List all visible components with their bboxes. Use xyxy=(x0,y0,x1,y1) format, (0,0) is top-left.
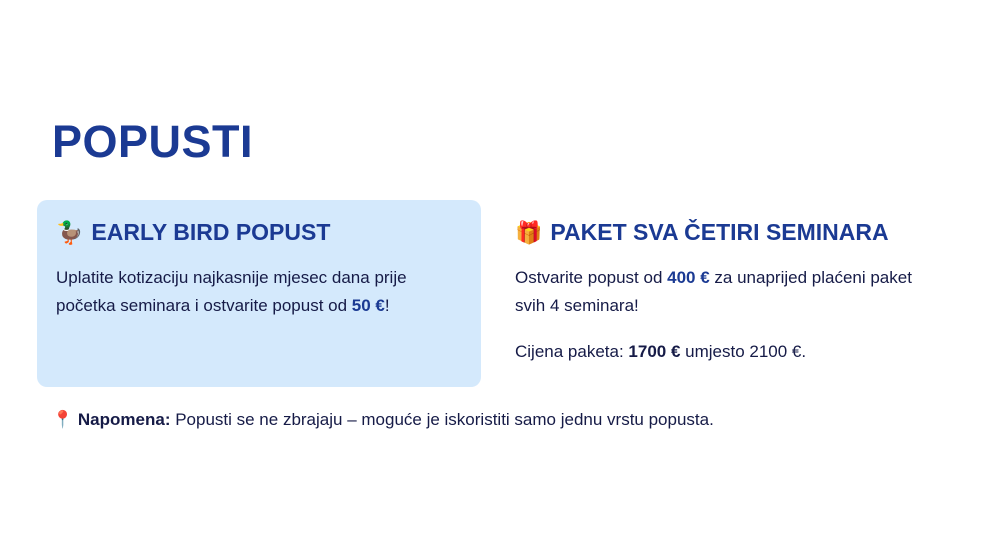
package-text xyxy=(515,264,935,320)
note-text: Popusti se ne zbrajaju – moguće je iskoristiti samo jednu vrstu popusta. xyxy=(170,410,714,429)
note-label: Napomena: xyxy=(77,410,171,429)
duck-icon: 🦆 xyxy=(56,219,84,245)
early-bird-text-body: Uplatite kotizaciju najkasnije mjesec dana prije početka seminara i ostvarite popust od xyxy=(56,268,407,315)
early-bird-text xyxy=(56,264,466,320)
package-heading xyxy=(515,219,935,246)
package-discount-amount: 400 € xyxy=(667,268,710,287)
package-text-body: Ostvarite popust od xyxy=(515,268,668,287)
gift-icon: 🎁 xyxy=(515,219,543,245)
package-price xyxy=(515,338,935,366)
package-price-original: umjesto 2100 €. xyxy=(680,342,807,361)
pin-icon: 📍 xyxy=(52,410,74,429)
early-bird-amount: 50 € xyxy=(351,296,385,315)
early-bird-heading xyxy=(56,219,466,246)
page-title: POPUSTI xyxy=(52,116,254,167)
note xyxy=(52,410,714,430)
package-heading-text: PAKET SVA ČETIRI SEMINARA xyxy=(550,219,889,245)
package-price-label: Cijena paketa: xyxy=(515,342,629,361)
early-bird-text-end: ! xyxy=(384,296,390,315)
package-section xyxy=(515,219,935,366)
early-bird-heading-text: EARLY BIRD POPUST xyxy=(91,219,331,245)
early-bird-section xyxy=(56,219,466,320)
package-price-value: 1700 € xyxy=(628,342,681,361)
package-text-end: za unaprijed plaćeni paket svih 4 seminara! xyxy=(515,268,912,315)
